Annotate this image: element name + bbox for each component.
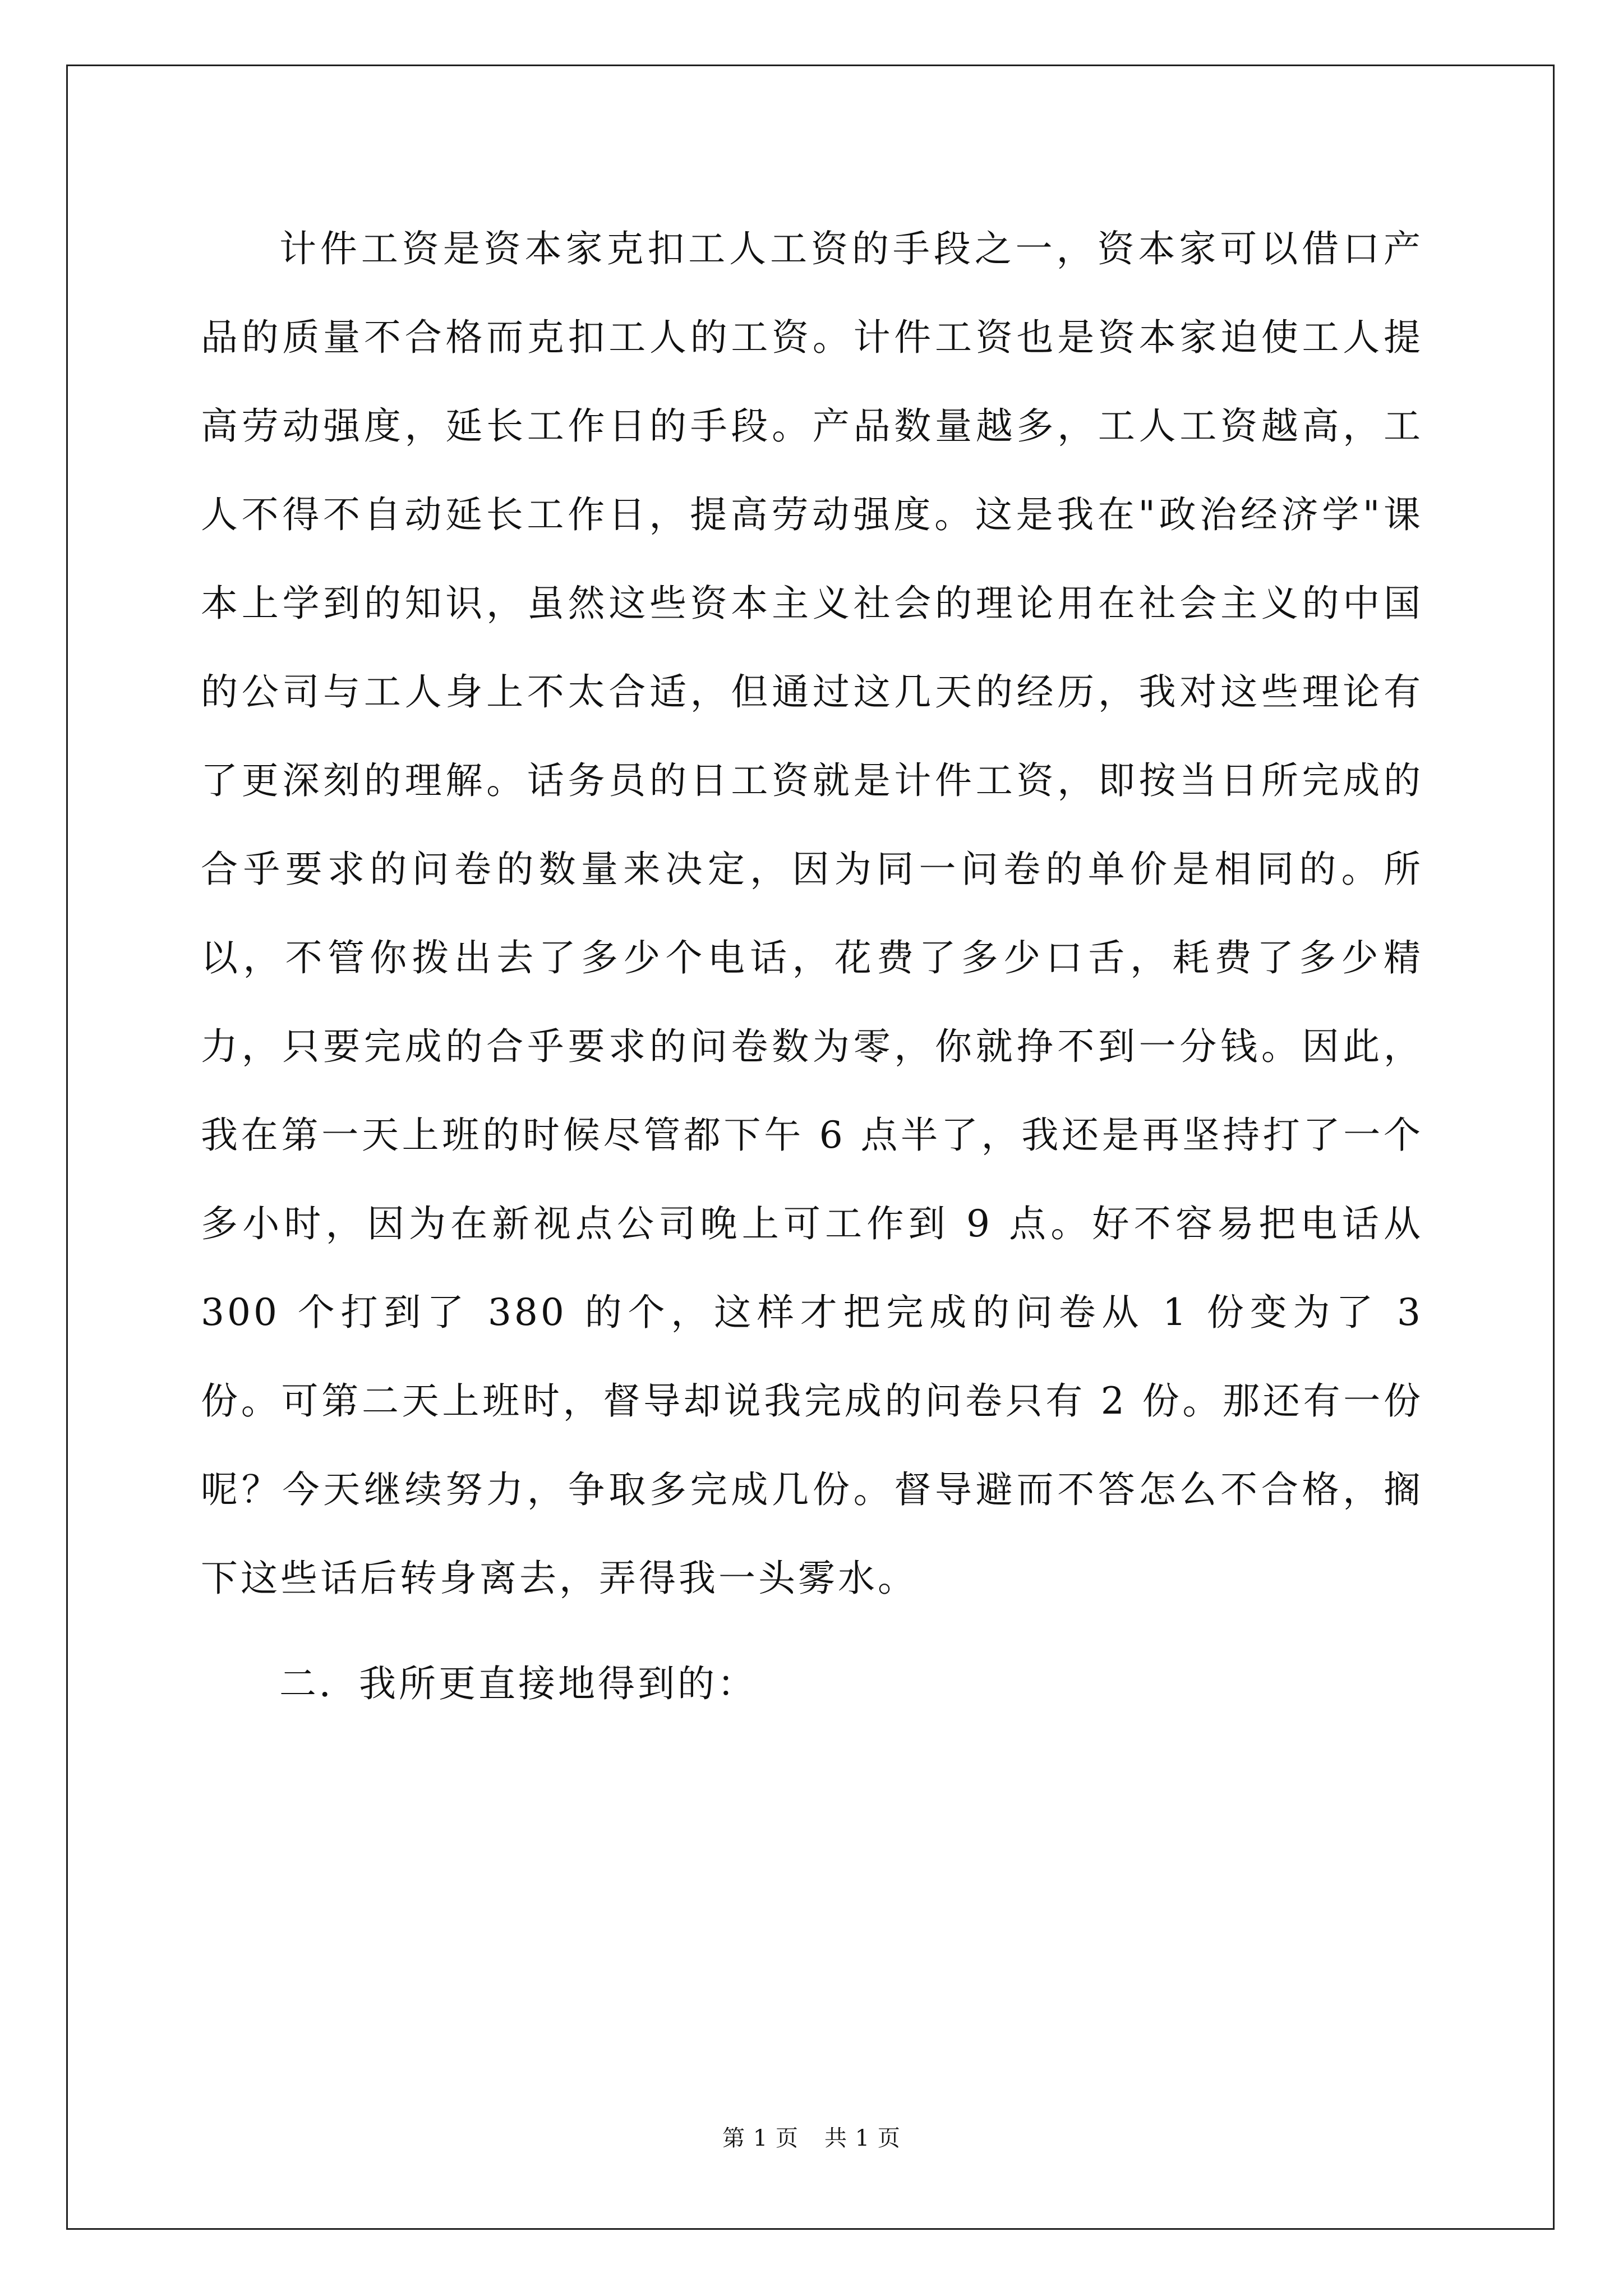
page-total: 共 1 页 [824, 2125, 901, 2151]
document-body [201, 205, 1423, 1728]
page-footer [0, 2120, 1623, 2152]
page-number: 第 1 页 [722, 2125, 799, 2151]
paragraph: 计件工资是资本家克扣工人工资的手段之一，资本家可以借口产品的质量不合格而克扣工人的工资。计件工资也是资本家迫使工人提高劳动强度，延长工作日的手段。产品数量越多，工人工资越高，工人不得不自动延长工作日，提高劳动强度。这是我在"政治经济学"课本上学到的知识，虽然这些资本主义社会的理论用在社会主义的中国的公司与工人身上不太合适，但通过这几天的经历，我对这些理论有了更深刻的理解。话务员的日工资就是计件工资，即按当日所完成的合乎要求的问卷的数量来决定，因为同一问卷的单价是相同的。所以，不管你拨出去了多少个电话，花费了多少口舌，耗费了多少精力，只要完成的合乎要求的问卷数为零，你就挣不到一分钱。因此，我在第一天上班的时候尽管都下午 6 点半了，我还是再坚持打了一个多小时，因为在新视点公司晚上可工作到 9 点。好不容易把电话从 300 个打到了 380 的个，这样才把完成的问卷从 1 份变为了 3 份。可第二天上班时，督导却说我完成的问卷只有 2 份。那还有一份呢？今天继续努力，争取多完成几份。督导避而不答怎么不合格，搁下这些话后转身离去，弄得我一头雾水。 [201, 227, 1423, 1600]
section-heading: 二．我所更直接地得到的： [279, 1662, 757, 1705]
